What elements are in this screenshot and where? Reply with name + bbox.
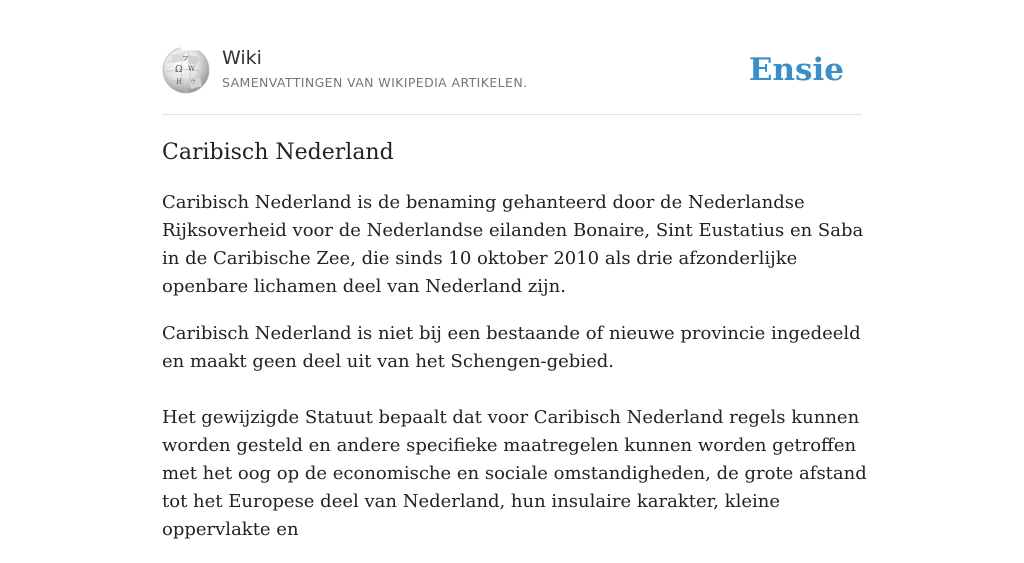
article: [162, 138, 867, 563]
wikipedia-globe-icon[interactable]: [162, 46, 210, 94]
article-paragraph-1: Caribisch Nederland is de benaming gehanteerd door de Nederlandse Rijksoverheid voor de Nederlandse eilanden Bonaire, Sint Eustatius en Saba in de Caribische Zee, die sinds 10 oktober 2010 als drie afzonderlijke openbare lichamen deel van Nederland zijn.: [162, 192, 864, 297]
site-title[interactable]: Wiki: [222, 47, 262, 69]
svg-text:И: И: [176, 78, 183, 86]
site-header: [162, 44, 862, 115]
svg-text:ア: ア: [182, 55, 189, 63]
article-title: Caribisch Nederland: [162, 140, 394, 165]
svg-text:W: W: [188, 65, 196, 73]
svg-text:Ω: Ω: [175, 65, 183, 75]
article-paragraph-2: Caribisch Nederland is niet bij een bestaande of nieuwe provincie ingedeeld en maakt geen deel uit van het Schengen-gebied.: [162, 323, 861, 372]
article-paragraph-3: Het gewijzigde Statuut bepaalt dat voor Caribisch Nederland regels kunnen worden gesteld en andere specifieke maatregelen kunnen worden getroffen met het oog op de economische en sociale omstandigheden, de grote afstand tot het Europese deel van Nederland, hun insulaire karakter, kleine oppervlakte en: [162, 407, 867, 540]
site-tagline: SAMENVATTINGEN VAN WIKIPEDIA ARTIKELEN.: [222, 75, 528, 90]
svg-text:ウ: ウ: [190, 79, 197, 86]
paragraph-spacer: [162, 376, 867, 404]
ensie-logo[interactable]: Ensie: [748, 52, 844, 88]
